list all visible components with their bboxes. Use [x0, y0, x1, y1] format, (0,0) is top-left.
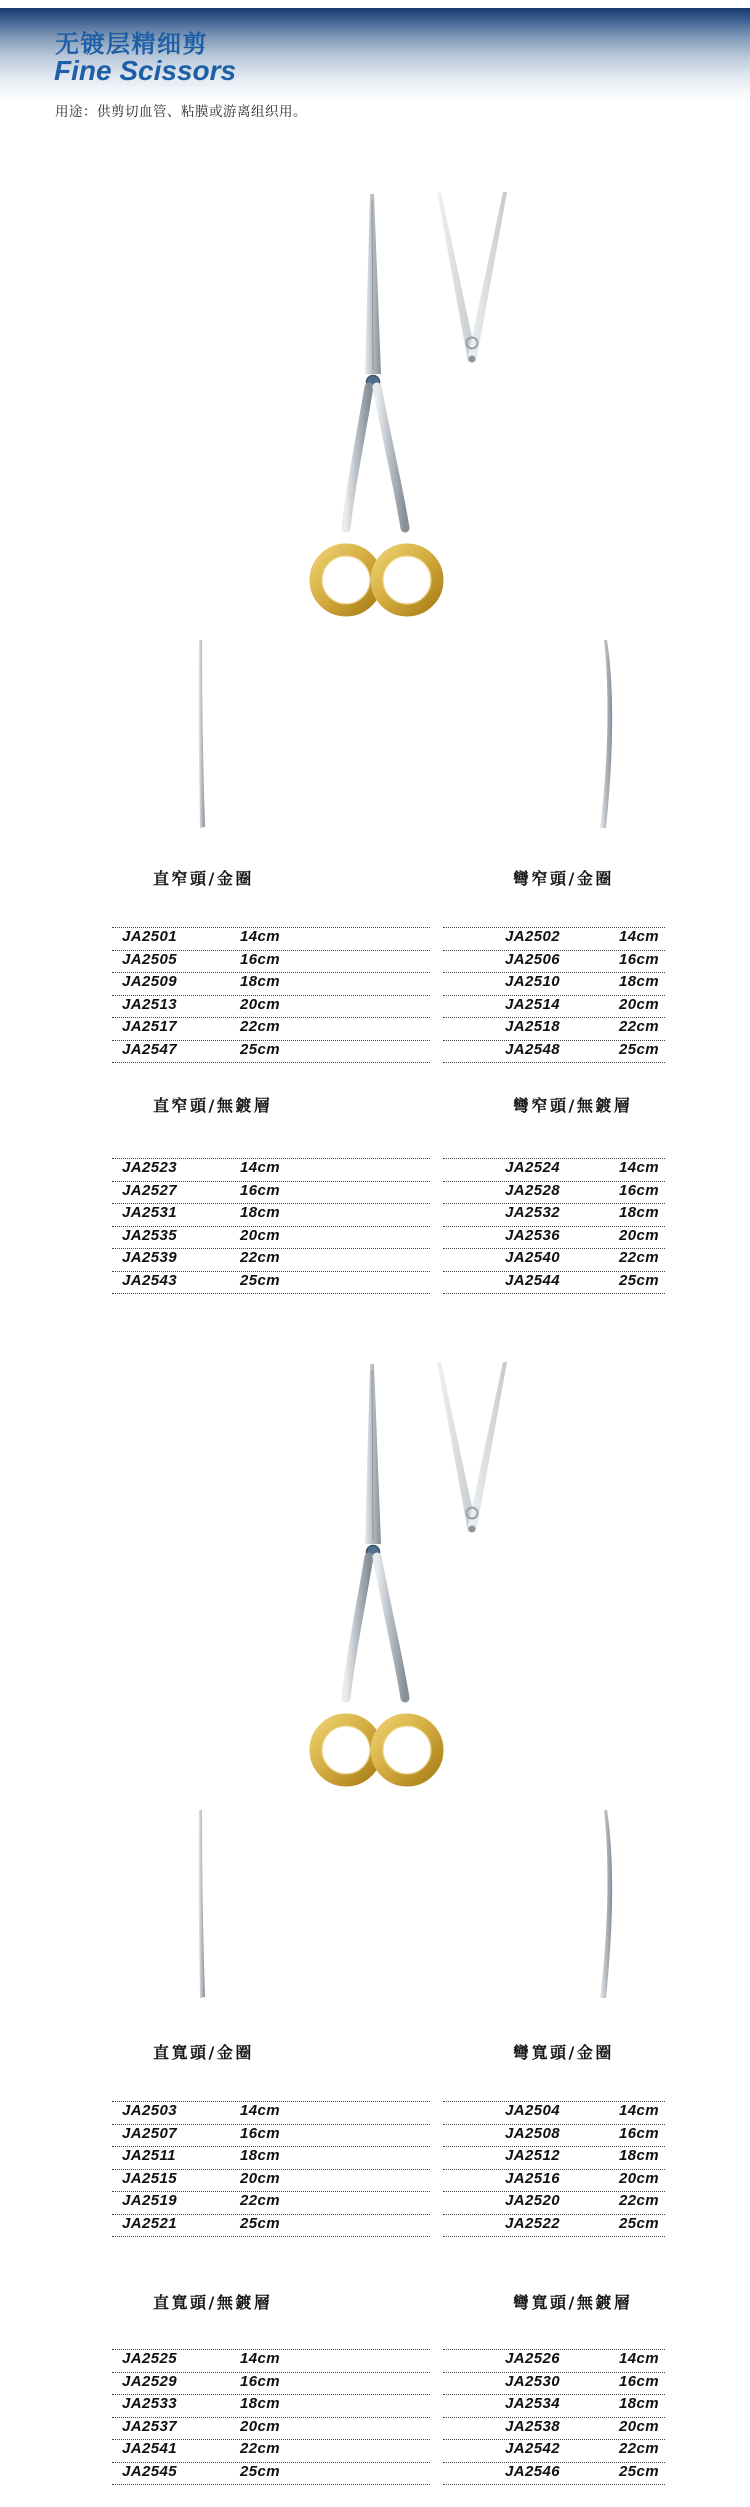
table-row	[112, 2170, 430, 2193]
product-code: JA2543	[122, 1271, 177, 1289]
table-row	[112, 2463, 430, 2486]
product-size: 22cm	[619, 2192, 659, 2209]
group2-headers	[112, 1093, 668, 1113]
product-size: 14cm	[240, 1159, 280, 1176]
product-code: JA2546	[505, 2462, 560, 2480]
table-row	[443, 2440, 665, 2463]
table-row	[443, 1159, 665, 1182]
product-size: 16cm	[240, 1181, 280, 1199]
product-size: 20cm	[619, 2169, 659, 2187]
product-size: 18cm	[240, 973, 280, 990]
product-code: JA2509	[122, 973, 177, 990]
product-size: 14cm	[240, 2350, 280, 2367]
product-table	[112, 1158, 430, 1294]
table-row	[443, 2463, 665, 2486]
table-row	[112, 2125, 430, 2148]
table-row	[112, 2373, 430, 2396]
product-code: JA2522	[505, 2214, 560, 2232]
table-row	[112, 1182, 430, 1205]
table-row	[112, 2102, 430, 2125]
product-size: 25cm	[619, 2462, 659, 2480]
product-size: 16cm	[240, 950, 280, 968]
product-code: JA2537	[122, 2417, 177, 2435]
table-row	[443, 2418, 665, 2441]
product-size: 22cm	[619, 2440, 659, 2457]
table-row	[443, 2170, 665, 2193]
product-size: 14cm	[240, 928, 280, 945]
product-size: 20cm	[619, 1226, 659, 1244]
product-code: JA2540	[505, 1249, 560, 1266]
product-size: 14cm	[619, 928, 659, 945]
table-row	[112, 951, 430, 974]
product-code: JA2527	[122, 1181, 177, 1199]
product-code: JA2521	[122, 2214, 177, 2232]
product-table	[112, 2101, 430, 2237]
product-size: 14cm	[240, 2102, 280, 2119]
table-row	[443, 928, 665, 951]
product-code: JA2518	[505, 1018, 560, 1035]
product-size: 25cm	[240, 2462, 280, 2480]
product-size: 20cm	[240, 2169, 280, 2187]
product-size: 22cm	[240, 2192, 280, 2209]
product-code: JA2513	[122, 995, 177, 1013]
table-row	[112, 928, 430, 951]
product-code: JA2533	[122, 2395, 177, 2412]
product-table	[112, 2349, 430, 2485]
product-table	[443, 2349, 665, 2485]
table-row	[443, 1018, 665, 1041]
column-header-curved-narrow-uncoated: 彎窄頭/無鍍層	[513, 1096, 633, 1115]
table-row	[443, 1227, 665, 1250]
product-size: 18cm	[240, 2395, 280, 2412]
product-code: JA2531	[122, 1204, 177, 1221]
product-code: JA2548	[505, 1040, 560, 1058]
product-code: JA2526	[505, 2350, 560, 2367]
product-table	[443, 927, 665, 1063]
column-header-curved-narrow-gold: 彎窄頭/金圈	[513, 869, 614, 888]
product-code: JA2545	[122, 2462, 177, 2480]
product-size: 22cm	[240, 1018, 280, 1035]
product-code: JA2544	[505, 1271, 560, 1289]
product-table	[443, 1158, 665, 1294]
product-size: 22cm	[619, 1018, 659, 1035]
column-header-straight-narrow-gold: 直窄頭/金圈	[153, 869, 254, 888]
table-row	[112, 1272, 430, 1295]
product-size: 20cm	[240, 1226, 280, 1244]
product-code: JA2541	[122, 2440, 177, 2457]
product-size: 20cm	[240, 2417, 280, 2435]
page-title-zh: 无镀层精细剪	[55, 31, 208, 58]
product-size: 16cm	[619, 1181, 659, 1199]
table-row	[112, 2440, 430, 2463]
product-size: 25cm	[619, 2214, 659, 2232]
table-row	[443, 973, 665, 996]
product-size: 25cm	[619, 1040, 659, 1058]
group4-headers	[112, 2290, 668, 2310]
table-row	[112, 2395, 430, 2418]
product-code: JA2506	[505, 950, 560, 968]
table-row	[112, 1159, 430, 1182]
table-row	[443, 2125, 665, 2148]
product-code: JA2534	[505, 2395, 560, 2412]
table-row	[443, 951, 665, 974]
table-row	[443, 2350, 665, 2373]
product-code: JA2520	[505, 2192, 560, 2209]
product-size: 16cm	[619, 950, 659, 968]
product-code: JA2525	[122, 2350, 177, 2367]
scissors-photo-wide-head	[120, 1358, 660, 2008]
product-size: 14cm	[619, 2102, 659, 2119]
product-size: 20cm	[240, 995, 280, 1013]
table-row	[443, 2192, 665, 2215]
product-size: 14cm	[619, 1159, 659, 1176]
product-size: 14cm	[619, 2350, 659, 2367]
product-code: JA2514	[505, 995, 560, 1013]
column-header-curved-wide-uncoated: 彎寬頭/無鍍層	[513, 2293, 633, 2312]
table-row	[112, 2215, 430, 2238]
product-code: JA2524	[505, 1159, 560, 1176]
column-header-straight-narrow-uncoated: 直窄頭/無鍍層	[153, 1096, 273, 1115]
table-row	[443, 1041, 665, 1064]
table-row	[112, 973, 430, 996]
product-code: JA2539	[122, 1249, 177, 1266]
table-row	[443, 2102, 665, 2125]
product-size: 18cm	[619, 2395, 659, 2412]
product-code: JA2542	[505, 2440, 560, 2457]
product-size: 22cm	[240, 1249, 280, 1266]
table-row	[443, 2147, 665, 2170]
product-size: 22cm	[619, 1249, 659, 1266]
product-size: 16cm	[619, 2372, 659, 2390]
product-code: JA2507	[122, 2124, 177, 2142]
product-code: JA2504	[505, 2102, 560, 2119]
product-code: JA2515	[122, 2169, 177, 2187]
table-row	[443, 1272, 665, 1295]
table-row	[112, 1018, 430, 1041]
product-size: 20cm	[619, 995, 659, 1013]
product-code: JA2536	[505, 1226, 560, 1244]
product-size: 25cm	[240, 1271, 280, 1289]
group1-headers	[112, 866, 668, 886]
usage-note: 用途：供剪切血管、粘膜或游离组织用。	[55, 104, 307, 119]
product-size: 25cm	[619, 1271, 659, 1289]
table-row	[112, 2147, 430, 2170]
product-size: 16cm	[619, 2124, 659, 2142]
table-row	[112, 1249, 430, 1272]
product-code: JA2528	[505, 1181, 560, 1199]
product-code: JA2516	[505, 2169, 560, 2187]
product-size: 18cm	[619, 2147, 659, 2164]
product-size: 25cm	[240, 2214, 280, 2232]
scissors-photo-narrow-head	[120, 188, 660, 838]
product-table	[443, 2101, 665, 2237]
product-size: 16cm	[240, 2124, 280, 2142]
product-code: JA2503	[122, 2102, 177, 2119]
column-header-curved-wide-gold: 彎寬頭/金圈	[513, 2043, 614, 2062]
product-size: 20cm	[619, 2417, 659, 2435]
product-size: 18cm	[619, 973, 659, 990]
product-size: 18cm	[240, 1204, 280, 1221]
table-row	[112, 2192, 430, 2215]
product-code: JA2501	[122, 928, 177, 945]
table-row	[443, 1249, 665, 1272]
product-code: JA2538	[505, 2417, 560, 2435]
product-code: JA2535	[122, 1226, 177, 1244]
product-code: JA2502	[505, 928, 560, 945]
product-size: 25cm	[240, 1040, 280, 1058]
product-code: JA2510	[505, 973, 560, 990]
product-code: JA2532	[505, 1204, 560, 1221]
product-code: JA2505	[122, 950, 177, 968]
product-code: JA2530	[505, 2372, 560, 2390]
table-row	[443, 1204, 665, 1227]
product-code: JA2523	[122, 1159, 177, 1176]
product-code: JA2511	[122, 2147, 176, 2164]
product-code: JA2517	[122, 1018, 177, 1035]
product-size: 22cm	[240, 2440, 280, 2457]
table-row	[443, 2373, 665, 2396]
product-code: JA2508	[505, 2124, 560, 2142]
table-row	[112, 2350, 430, 2373]
product-code: JA2512	[505, 2147, 560, 2164]
table-row	[443, 2215, 665, 2238]
table-row	[112, 2418, 430, 2441]
product-size: 18cm	[619, 1204, 659, 1221]
table-row	[112, 1041, 430, 1064]
product-size: 18cm	[240, 2147, 280, 2164]
product-code: JA2529	[122, 2372, 177, 2390]
table-row	[443, 1182, 665, 1205]
group3-headers	[112, 2040, 668, 2060]
product-size: 16cm	[240, 2372, 280, 2390]
table-row	[443, 2395, 665, 2418]
table-row	[112, 1204, 430, 1227]
table-row	[443, 996, 665, 1019]
page-title-en: Fine Scissors	[54, 55, 237, 86]
table-row	[112, 996, 430, 1019]
table-row	[112, 1227, 430, 1250]
product-table	[112, 927, 430, 1063]
product-code: JA2519	[122, 2192, 177, 2209]
column-header-straight-wide-uncoated: 直寬頭/無鍍層	[153, 2293, 273, 2312]
column-header-straight-wide-gold: 直寬頭/金圈	[153, 2043, 254, 2062]
product-code: JA2547	[122, 1040, 177, 1058]
